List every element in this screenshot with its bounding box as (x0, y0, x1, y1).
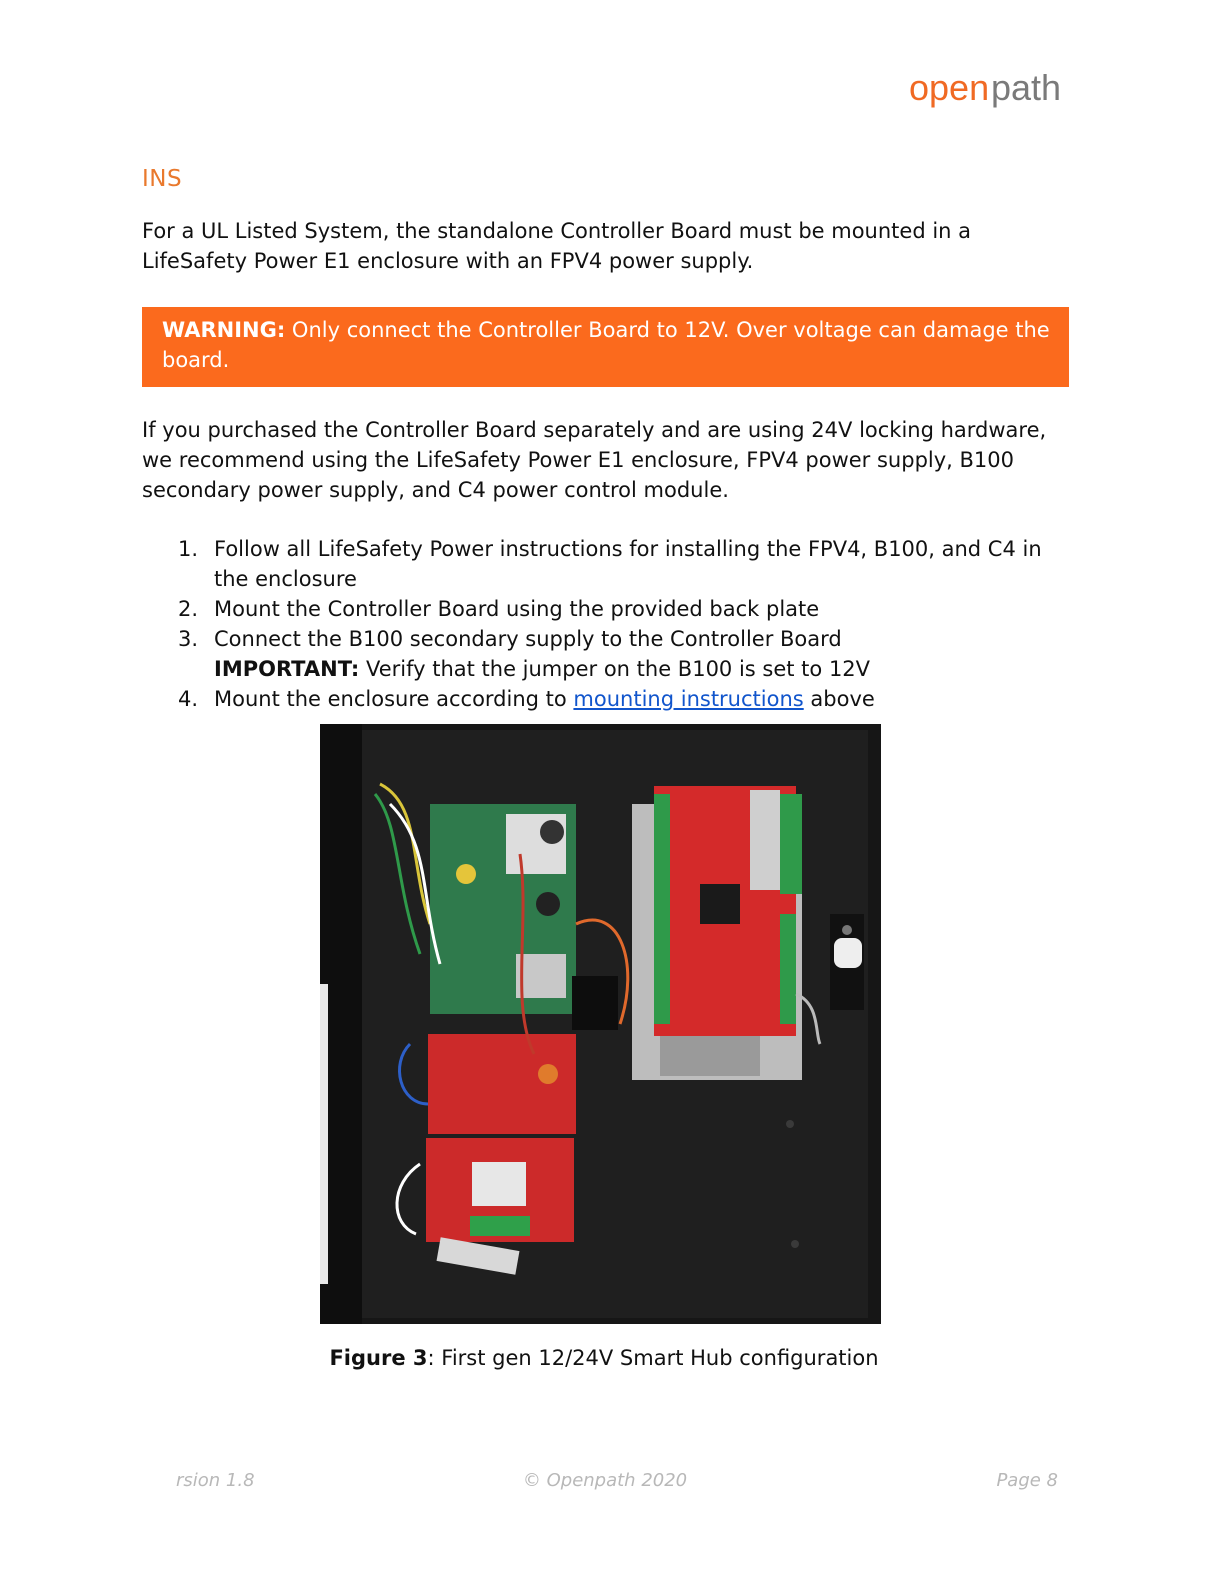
step-text-before: Mount the enclosure according to (214, 687, 574, 711)
logo-text-path: path (991, 67, 1062, 108)
step-number: 2. (178, 597, 199, 621)
section-title: INS (142, 166, 183, 192)
figure-caption-text: : First gen 12/24V Smart Hub configuration (427, 1346, 879, 1370)
footer-copyright: © Openpath 2020 (522, 1470, 688, 1491)
intro-paragraph: For a UL Listed System, the standalone Controller Board must be mounted in a LifeSafety Power E1 enclosure with an FPV4 power supply. (142, 219, 972, 273)
step-number: 3. (178, 627, 199, 651)
footer-page-number: Page 8 (996, 1470, 1058, 1491)
purchase-paragraph: If you purchased the Controller Board separately and are using 24V locking hardware, we recommend using the LifeSafety Power E1 enclosure, FPV4 power supply, B100 secondary power supply, and C4 power control module. (142, 418, 1047, 502)
step-text: Follow all LifeSafety Power instructions for installing the FPV4, B100, and C4 in the enclosure (214, 537, 1042, 591)
figure-label: Figure 3 (329, 1346, 428, 1370)
important-text: Verify that the jumper on the B100 is set to 12V (359, 657, 871, 681)
logo-text-open: open (909, 67, 990, 108)
list-item (178, 684, 1058, 714)
warning-label: WARNING: (162, 318, 286, 342)
figure-caption (0, 1343, 1208, 1373)
step-text: Mount the Controller Board using the provided back plate (214, 597, 820, 621)
list-item (178, 594, 1058, 624)
footer-version: rsion 1.8 (176, 1470, 255, 1491)
step-text-after: above (803, 687, 875, 711)
mounting-instructions-link[interactable]: mounting instructions (573, 687, 804, 711)
warning-callout (142, 307, 1069, 387)
install-steps-list (178, 534, 1058, 714)
list-item (178, 534, 1058, 594)
step-number: 1. (178, 537, 199, 561)
openpath-logo (905, 66, 1075, 116)
important-label: IMPORTANT: (214, 657, 360, 681)
step-number: 4. (178, 687, 199, 711)
smart-hub-photo (320, 724, 881, 1324)
list-item (178, 624, 1058, 684)
step-text: Connect the B100 secondary supply to the Controller Board (214, 627, 842, 651)
warning-text: Only connect the Controller Board to 12V. Over voltage can damage the board. (162, 318, 1050, 372)
